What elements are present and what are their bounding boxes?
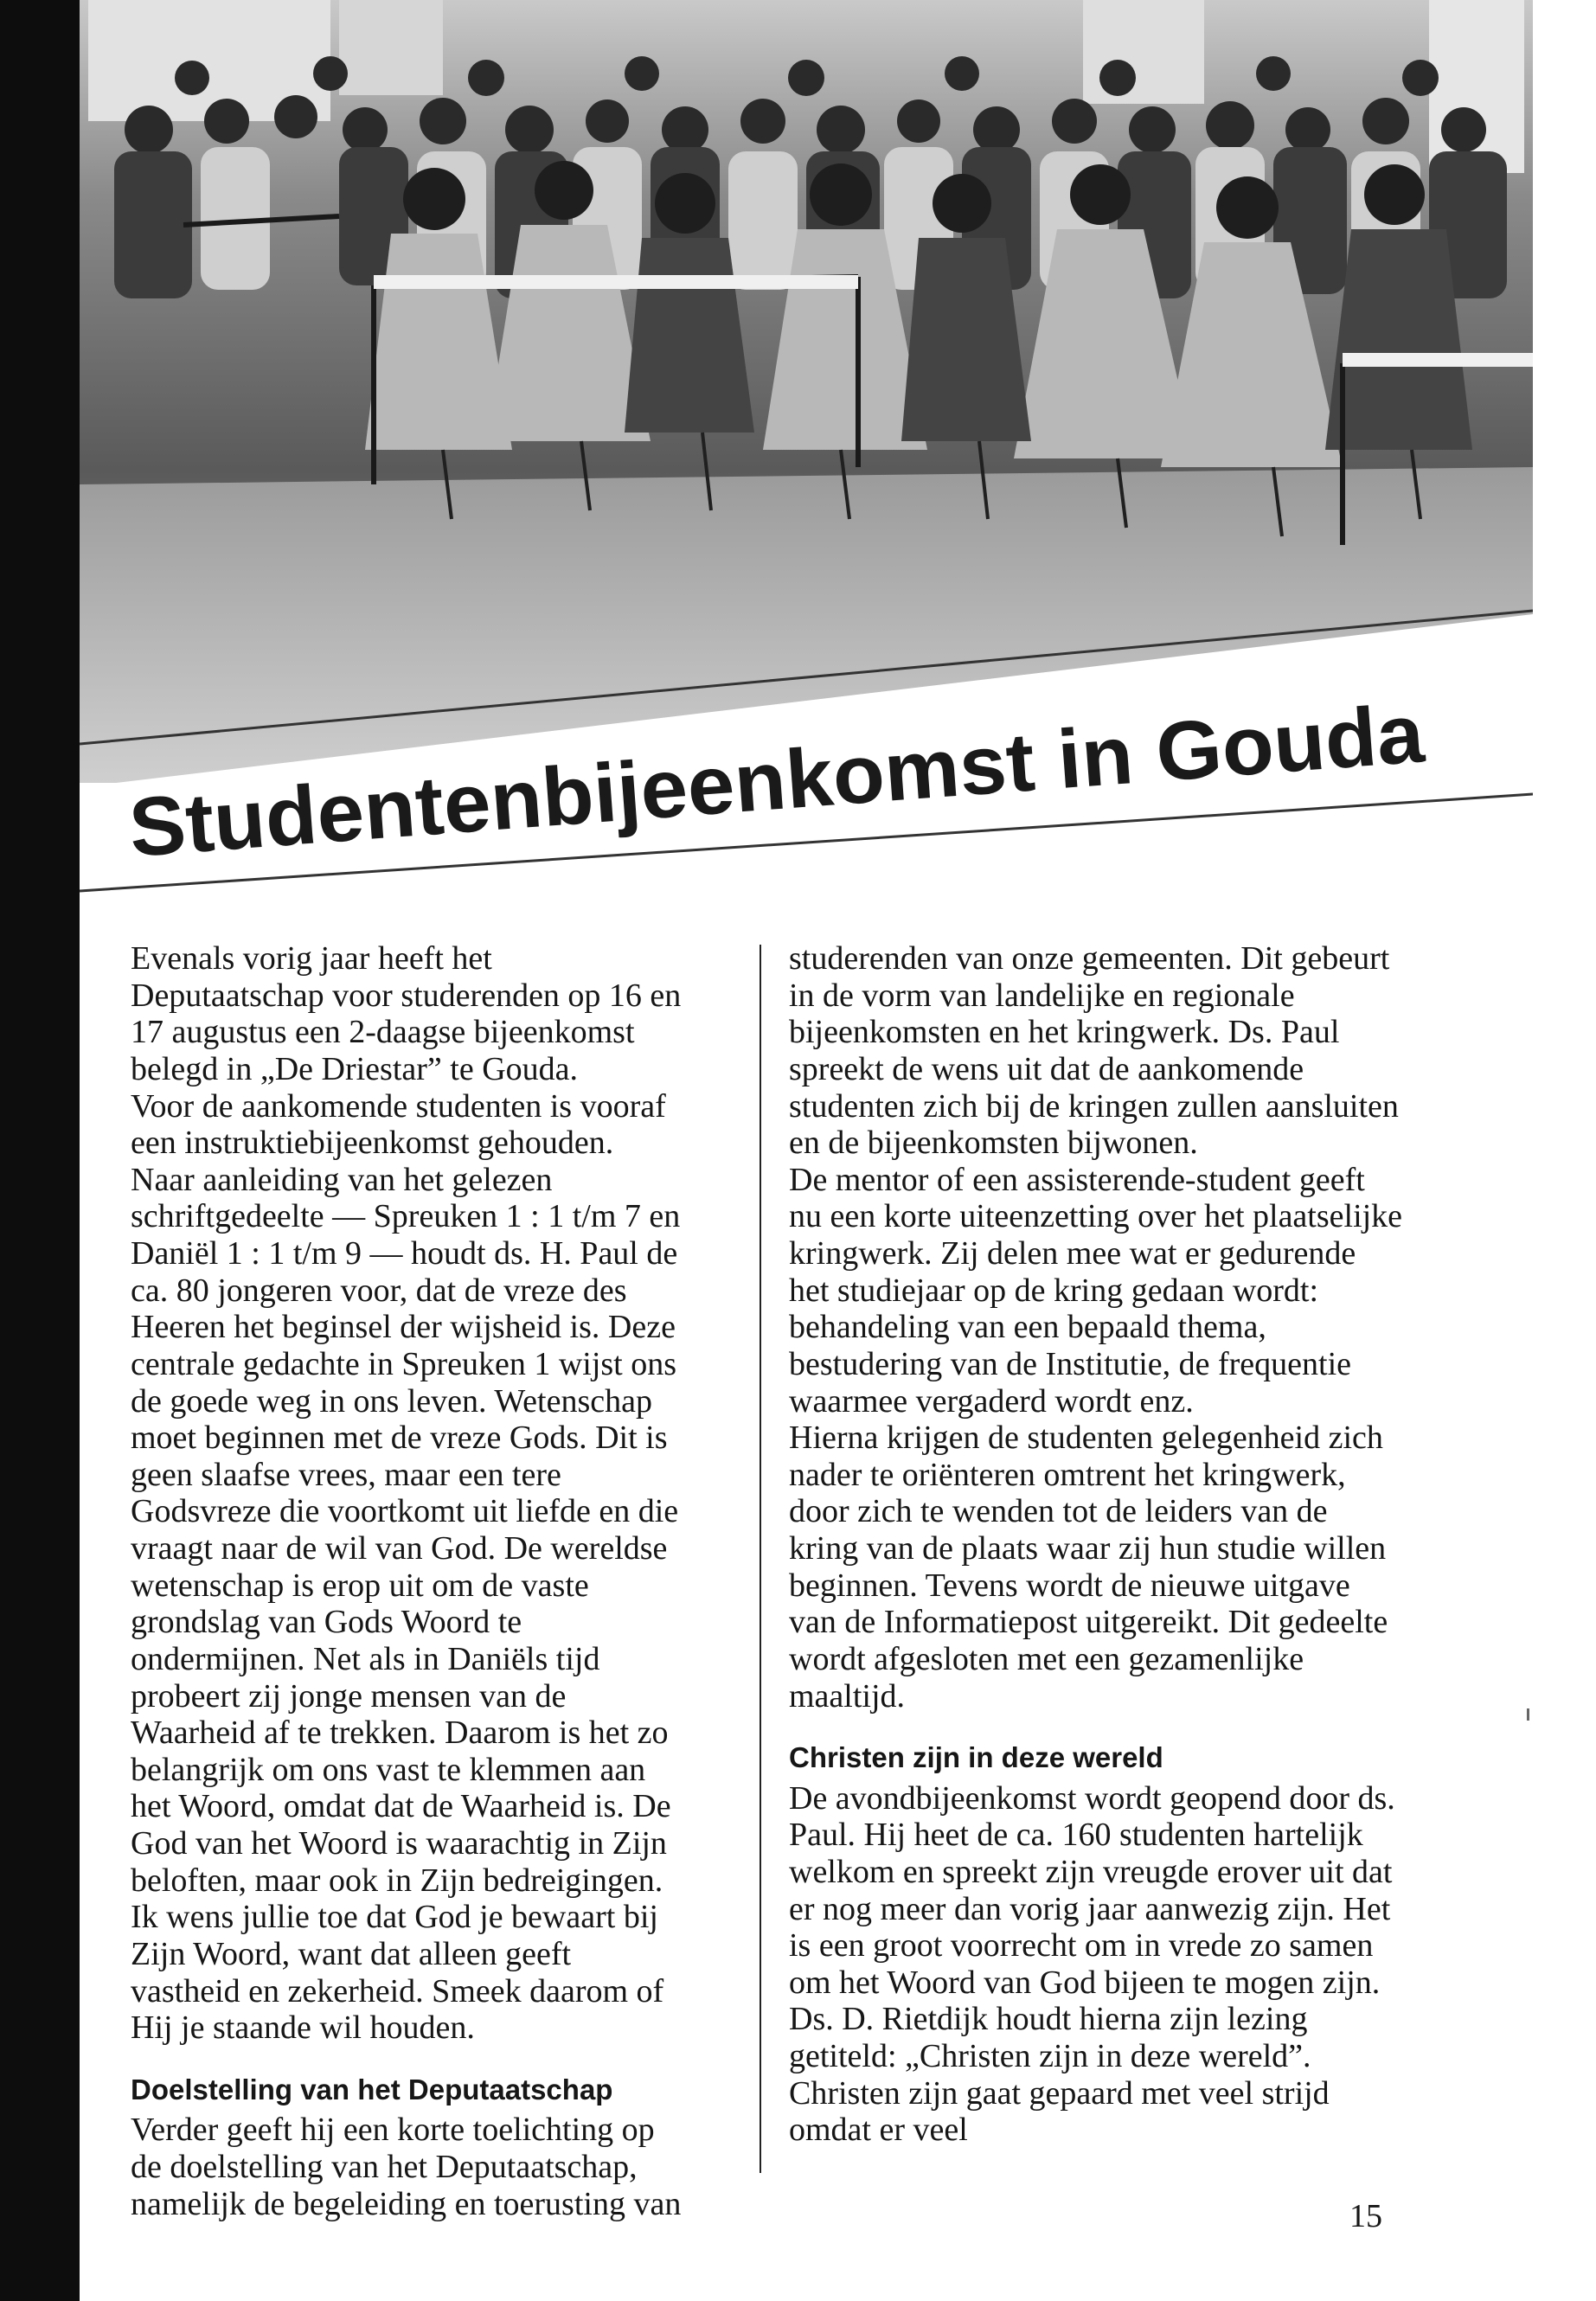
left-paragraph-1: Evenals vorig jaar heeft het Deputaatschap voor studerenden op 16 en 17 augustus een 2-daagse bijeenkomst belegd in „De Driestar” te Gouda. — [131, 940, 682, 1087]
left-paragraph-2: Voor de aankomende studenten is vooraf een instruktiebijeenkomst gehouden. — [131, 1087, 666, 1162]
right-subheading: Christen zijn in deze wereld — [789, 1741, 1163, 1774]
left-subheading: Doelstelling van het Deputaatschap — [131, 2073, 613, 2106]
left-paragraph-3: Naar aanleiding van het gelezen schriftgedeelte — Spreuken 1 : 1 t/m 7 en Daniël 1 : 1 t/m 9 — houdt ds. H. Paul de ca. 80 jongeren voor, dat de vreze des Heeren het beginsel der wijsheid is. Deze centrale gedachte in Spreuken 1 wijst ons de goede weg in ons leven. Wetenschap moet beginnen met de vreze Gods. Dit is geen slaafse vrees, maar een tere Godsvreze die voortkomt uit liefde en die vraagt naar de wil van God. De wereldse wetenschap is erop uit om de vaste grondslag van Gods Woord te ondermijnen. Net als in Daniëls tijd probeert zij jonge mensen van de Waarheid af te trekken. Daarom is het zo belangrijk om ons vast te klemmen aan het Woord, omdat dat de Waarheid is. De God van het Woord is waarachtig in Zijn beloften, maar ook in Zijn bedreigingen. Ik wens jullie toe dat God je bewaart bij Zijn Woord, want dat alleen geeft vastheid en zekerheid. Smeek daarom of Hij je staande wil houden. — [131, 1161, 681, 2047]
right-paragraph-2: De mentor of een assisterende-student geeft nu een korte uiteenzetting over het plaatselijke kringwerk. Zij delen mee wat er gedurende het studiejaar op de kring gedaan wordt: behandeling van een bepaald thema, bestudering van de Institutie, de frequentie waarmee vergaderd wordt enz. — [789, 1161, 1403, 1420]
right-column — [789, 940, 1403, 2149]
headline-banner — [80, 562, 1533, 952]
right-paragraph-4: De avondbijeenkomst wordt geopend door ds. Paul. Hij heet de ca. 160 studenten hartelijk welkom en spreekt zijn vreugde erover uit dat er nog meer dan vorig jaar aanwezig zijn. Het is een groot voorrecht om in vrede zo samen om het Woord van God bijeen te mogen zijn. Ds. D. Rietdijk houdt hierna zijn lezing getiteld: „Christen zijn in deze wereld”. Christen zijn gaat gepaard met veel strijd omdat er veel — [789, 1779, 1395, 2149]
right-paragraph-3: Hierna krijgen de studenten gelegenheid zich nader te oriënteren omtrent het kringwerk, door zich te wenden tot de leiders van de kring van de plaats waar zij hun studie willen beginnen. Tevens wordt de nieuwe uitgave van de Informatiepost uitgereikt. Dit gedeelte wordt afgesloten met een gezamenlijke maaltijd. — [789, 1420, 1388, 1715]
headline: Studentenbijeenkomst in Gouda — [125, 689, 1403, 875]
page-number: 15 — [1349, 2198, 1382, 2234]
right-paragraph-1: studerenden van onze gemeenten. Dit gebeurt in de vorm van landelijke en regionale bijeenkomsten en het kringwerk. Ds. Paul spreekt de wens uit dat de aankomende studenten zich bij de kringen zullen aansluiten en de bijeenkomsten bijwonen. — [789, 940, 1399, 1162]
left-paragraph-4: Verder geeft hij een korte toelichting op de doelstelling van het Deputaatschap, namelijk de begeleiding en toerusting van — [131, 2112, 682, 2222]
left-column — [131, 940, 684, 2222]
page-edge-bar — [0, 0, 80, 2301]
column-divider — [760, 945, 761, 2173]
margin-mark — [1527, 1708, 1529, 1721]
